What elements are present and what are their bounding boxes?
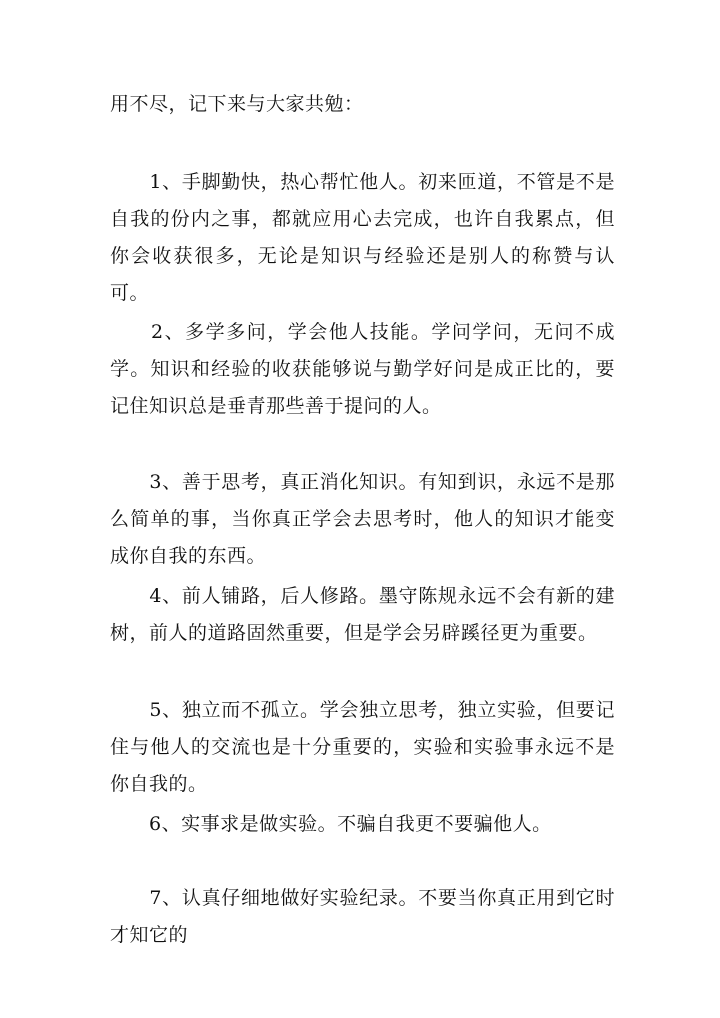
paragraph-item-1: 1、手脚勤快，热心帮忙他人。初来匝道，不管是不是自我的份内之事，都就应用心去完成，也许自我累点，但你会收获很多，无论是知识与经验还是别人的称赞与认可。 — [110, 171, 615, 304]
paragraph-item-4: 4、前人铺路，后人修路。墨守陈规永远不会有新的建树，前人的道路固然重要，但是学会另辟蹊径更为重要。 — [110, 585, 615, 644]
paragraph-item-7: 7、认真仔细地做好实验纪录。不要当你真正用到它时才知它的 — [110, 887, 615, 946]
paragraph-item-6: 6、实事求是做实验。不骗自我更不要骗他人。 — [110, 813, 552, 835]
paragraph-intro: 用不尽，记下来与大家共勉： — [110, 93, 364, 115]
paragraph-item-2: 2、多学多问，学会他人技能。学问学问，无问不成学。知识和经验的收获能够说与勤学好问是成正比的，要记住知识总是垂青那些善于提问的人。 — [110, 321, 615, 417]
paragraph-item-5: 5、独立而不孤立。学会独立思考，独立实验，但要记住与他人的交流也是十分重要的，实验和实验事永远不是你自我的。 — [110, 699, 615, 795]
paragraph-item-3: 3、善于思考，真正消化知识。有知到识，永远不是那么简单的事，当你真正学会去思考时，他人的知识才能变成你自我的东西。 — [110, 471, 615, 567]
